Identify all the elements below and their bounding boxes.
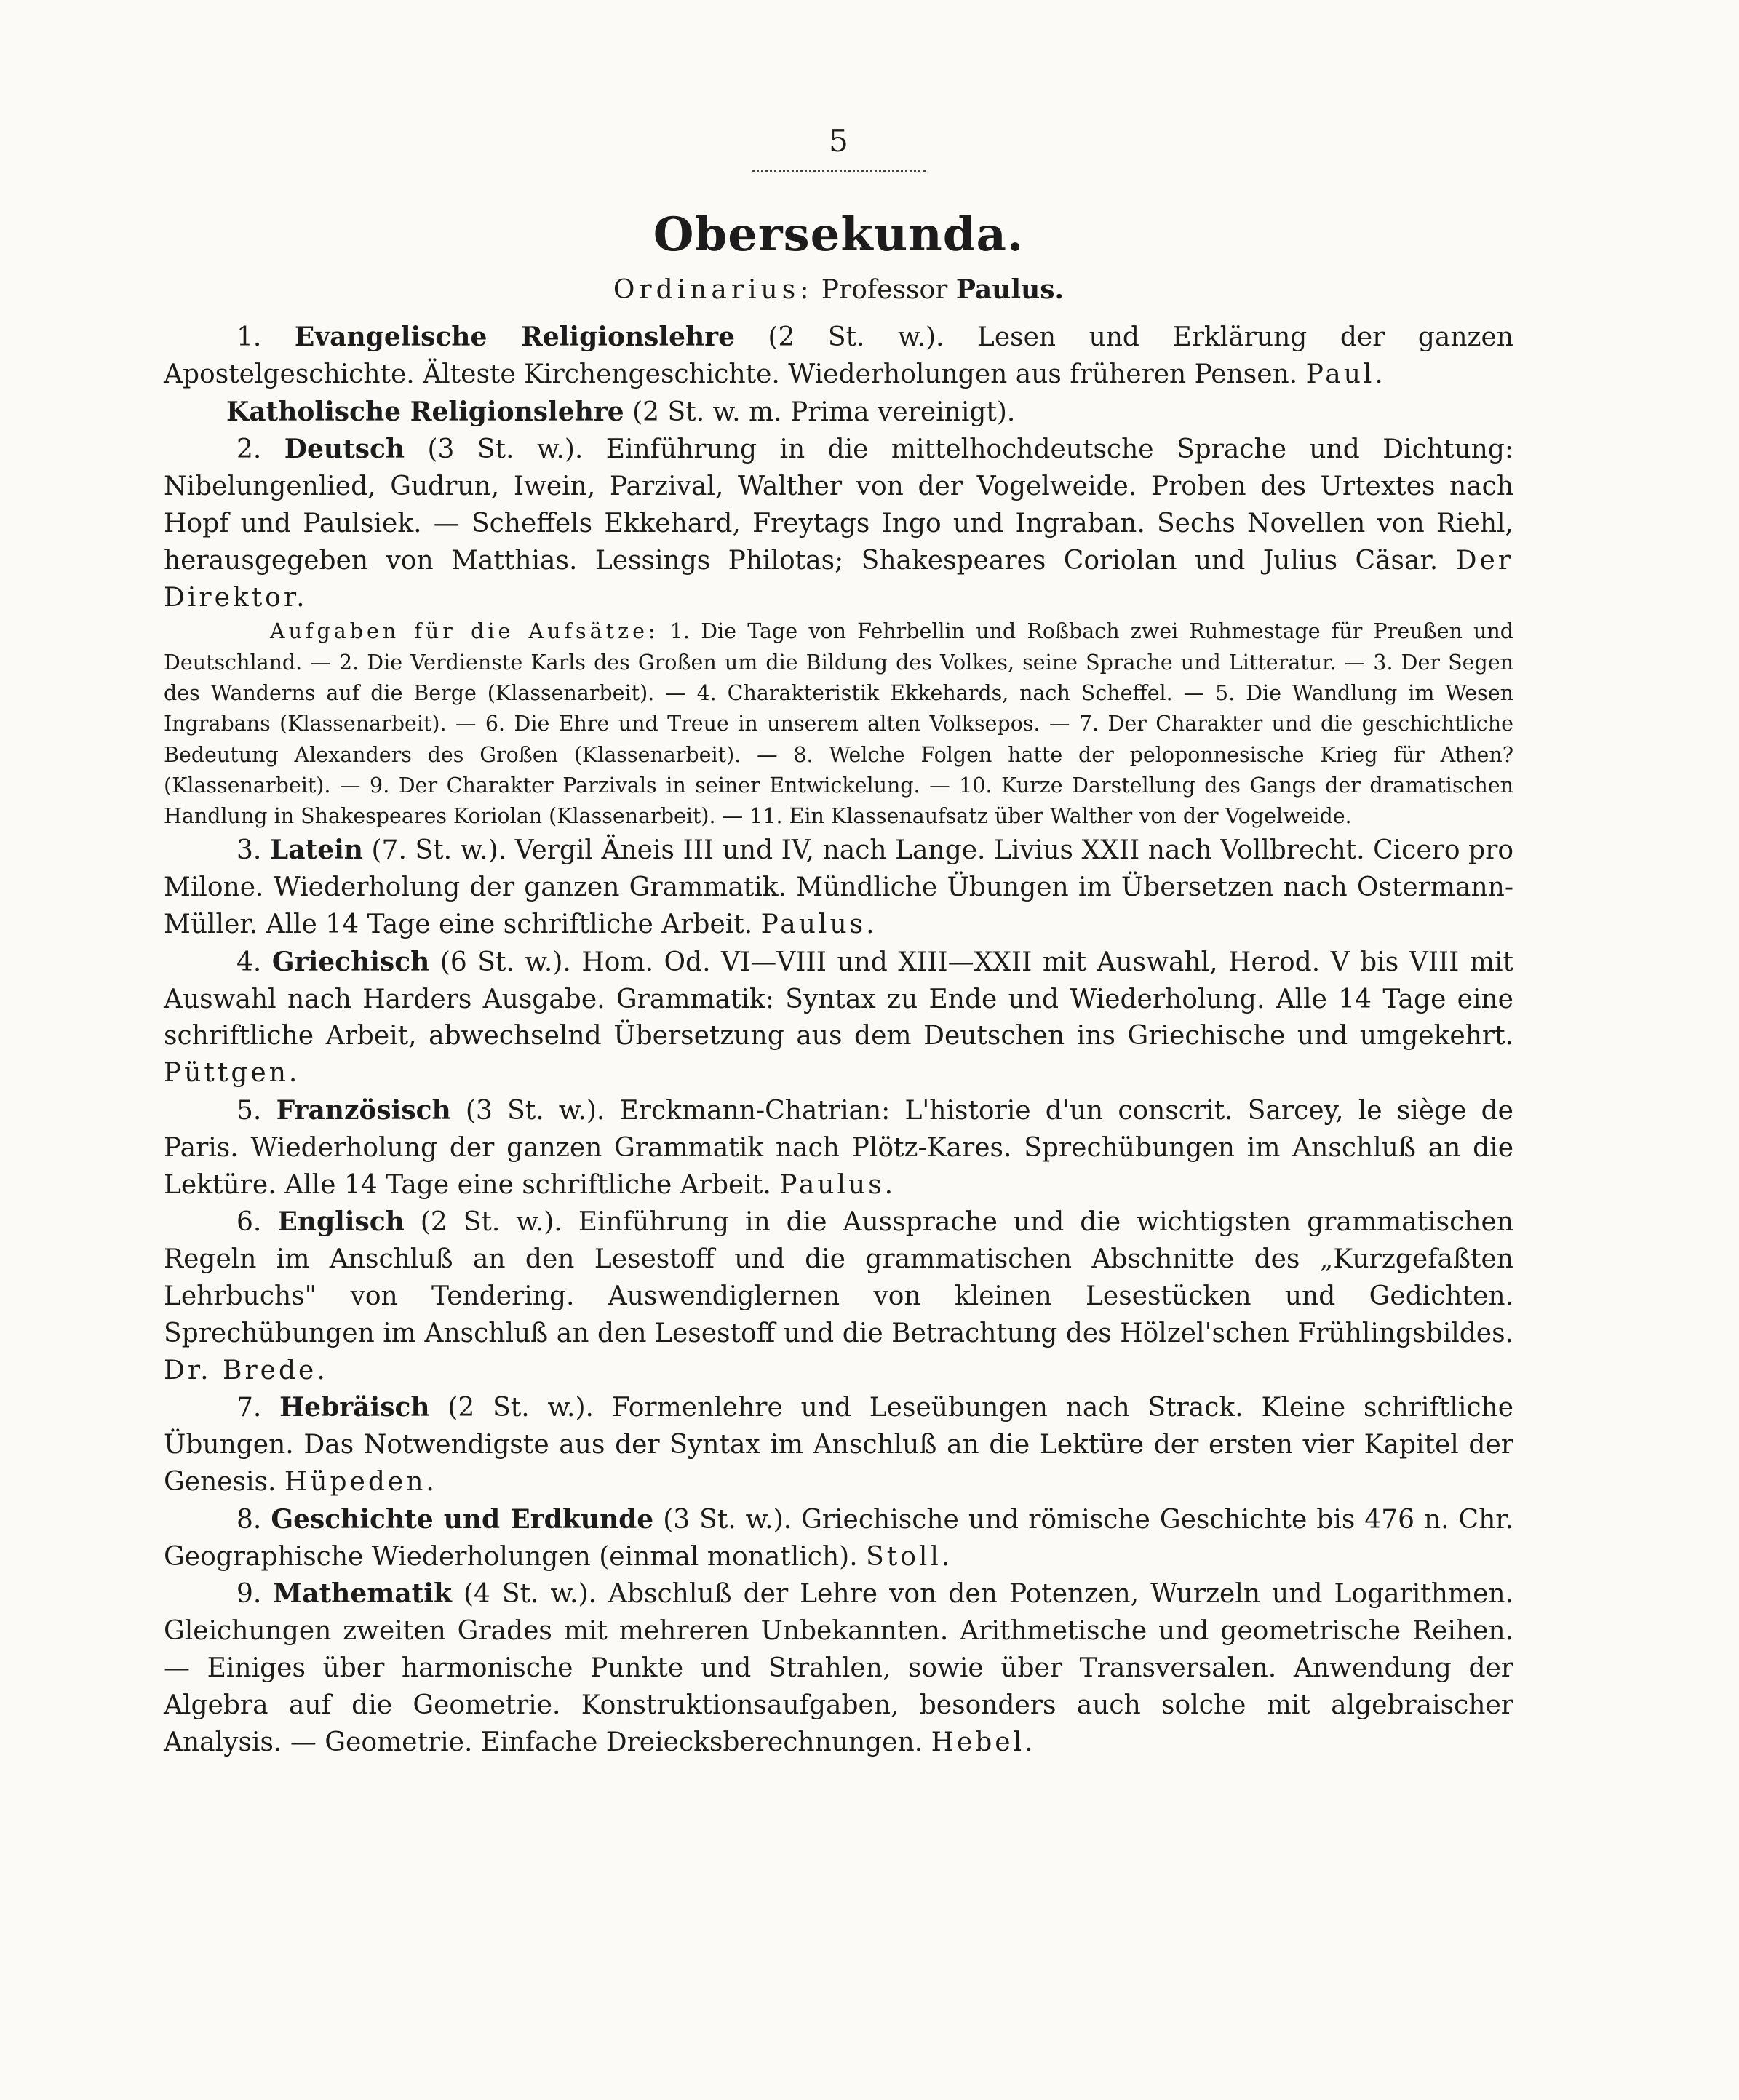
subject-name: Latein xyxy=(269,835,363,866)
curriculum xyxy=(164,319,1513,1761)
subject-geschichte-erdkunde: 8. Geschichte und Erdkunde (3 St. w.). Griechische und römische Geschichte bis 476 n. Chr. Geographische Wiederholungen (einmal monatlich). Stoll. xyxy=(164,1503,1513,1572)
subject-name: Mathematik xyxy=(273,1578,452,1610)
subject-hours: (2 St. w.). xyxy=(447,1393,594,1423)
subject-hours: (3 St. w.). xyxy=(663,1504,792,1535)
subject-text: Griechische und römische Geschichte bis 476 n. Chr. Geographische Wiederholungen (einmal monatlich). xyxy=(164,1504,1513,1572)
subject-franzoesisch: 5. Französisch (3 St. w.). Erckmann-Chatrian: L'historie d'un conscrit. Sarcey, le siège de Paris. Wiederholung der ganzen Grammatik nach Plötz-Kares. Sprechübungen im Anschluß an die Lektüre. Alle 14 Tage eine schriftliche Arbeit. Paulus. xyxy=(164,1095,1513,1200)
subject-mathematik: 9. Mathematik (4 St. w.). Abschluß der Lehre von den Potenzen, Wurzeln und Logarithmen. Gleichungen zweiten Grades mit mehreren Unbekannten. Arithmetische und geometrische Reihen. — Einiges über harmonische Punkte und Strahlen, sowie über Transversalen. Anwendung der Algebra auf die Geometrie. Konstruktionsaufgaben, besonders auch solche mit algebraischer Analysis. — Geometrie. Einfache Dreiecksberechnungen. Hebel. xyxy=(164,1578,1513,1757)
teacher-name: Der Direktor. xyxy=(164,545,1513,613)
subject-name: Hebräisch xyxy=(279,1392,430,1423)
subject-hours: (6 St. w.). xyxy=(439,947,571,977)
teacher-name: Paul. xyxy=(1305,359,1386,389)
subject-name: Geschichte und Erdkunde xyxy=(271,1503,654,1535)
subject-griechisch: 4. Griechisch (6 St. w.). Hom. Od. VI—VIII und XIII—XXII mit Auswahl, Herod. V bis VIII mit Auswahl nach Harders Ausgabe. Grammatik: Syntax zu Ende und Wiederholung. Alle 14 Tage eine schriftliche Arbeit, abwechselnd Übersetzung aus dem Deutschen ins Griechische und umgekehrt. Püttgen. xyxy=(164,946,1513,1089)
essay-topics-text: 1. Die Tage von Fehrbellin und Roßbach zwei Ruhmestage für Preußen und Deutschland. — 2. Die Verdienste Karls des Großen um die Bildung des Volkes, seine Sprache und Litteratur. — 3. Der Segen des Wanderns auf die Berge (Klassenarbeit). — 4. Charakteristik Ekkehards, nach Scheffel. — 5. Die Wandlung im Wesen Ingrabans (Klassenarbeit). — 6. Die Ehre und Treue in unserem alten Volksepos. — 7. Der Charakter und die geschichtliche Bedeutung Alexanders des Großen (Klassenarbeit). — 8. Welche Folgen hatte der peloponnesische Krieg für Athen? (Klassenarbeit). — 9. Der Charakter Parzivals in seiner Entwickelung. — 10. Kurze Darstellung des Gangs der dramatischen Handlung in Shakespeares Koriolan (Klassenarbeit). — 11. Ein Klassenaufsatz über Walther von der Vogelweide. xyxy=(164,619,1513,829)
subject-hours: (2 St. w.). xyxy=(768,322,944,352)
teacher-name: Stoll. xyxy=(866,1541,953,1572)
subject-text: Einführung in die mittelhochdeutsche Sprache und Dichtung: Nibelungenlied, Gudrun, Iwein, Parzival, Walther von der Vogelweide. Proben des Urtextes nach Hopf und Paulsiek. — Scheffels Ekkehard, Freytags Ingo und Ingraban. Sechs Novellen von Riehl, herausgegeben von Matthias. Lessings Philotas; Shakespeares Coriolan und Julius Cäsar. xyxy=(164,434,1513,576)
page-title: Obersekunda. xyxy=(653,207,1024,262)
subject-text: Lesen und Erklärung der ganzen Apostelgeschichte. Älteste Kirchengeschichte. Wiederholungen aus früheren Pensen. xyxy=(164,322,1513,389)
subject-hebraeisch: 7. Hebräisch (2 St. w.). Formenlehre und Leseübungen nach Strack. Kleine schriftliche Übungen. Das Notwendigste aus der Syntax im Anschluß an die Lektüre der ersten vier Kapitel der Genesis. Hüpeden. xyxy=(164,1392,1513,1497)
teacher-name: Hüpeden. xyxy=(284,1467,437,1497)
ordinarius-name: Paulus. xyxy=(955,274,1065,305)
subject-name: Katholische Religionslehre xyxy=(226,396,624,427)
subject-hours: (7. St. w.). xyxy=(371,835,507,866)
ordinarius-label: Ordinarius: xyxy=(613,275,813,305)
subject-text: Hom. Od. VI—VIII und XIII—XXII mit Auswahl, Herod. V bis VIII mit Auswahl nach Harders Ausgabe. Grammatik: Syntax zu Ende und Wiederholung. Alle 14 Tage eine schriftliche Arbeit, abwechselnd Übersetzung aus dem Deutschen ins Griechische und umgekehrt. xyxy=(164,947,1513,1051)
subject-text: Erckmann-Chatrian: L'historie d'un conscrit. Sarcey, le siège de Paris. Wiederholung der ganzen Grammatik nach Plötz-Kares. Sprechübungen im Anschluß an die Lektüre. Alle 14 Tage eine schriftliche Arbeit. xyxy=(164,1096,1513,1200)
subject-religion-evangelisch: 1. Evangelische Religionslehre (2 St. w.). Lesen und Erklärung der ganzen Apostelgeschichte. Älteste Kirchengeschichte. Wiederholungen aus früheren Pensen. Paul. xyxy=(164,322,1513,389)
teacher-name: Paulus. xyxy=(760,910,878,940)
subject-text: Vergil Äneis III und IV, nach Lange. Livius XXII nach Vollbrecht. Cicero pro Milone. Wiederholung der ganzen Grammatik. Mündliche Übungen im Übersetzen nach Ostermann-Müller. Alle 14 Tage eine schriftliche Arbeit. xyxy=(164,835,1513,940)
subject-name: Englisch xyxy=(277,1206,405,1238)
teacher-name: Püttgen. xyxy=(164,1058,301,1089)
subject-latein: 3. Latein (7. St. w.). Vergil Äneis III und IV, nach Lange. Livius XXII nach Vollbrecht. Cicero pro Milone. Wiederholung der ganzen Grammatik. Mündliche Übungen im Übersetzen nach Ostermann-Müller. Alle 14 Tage eine schriftliche Arbeit. Paulus. xyxy=(164,835,1513,940)
subject-name: Evangelische Religionslehre xyxy=(294,322,736,352)
subject-hours: (4 St. w.). xyxy=(463,1579,597,1610)
essay-topics-label: Aufgaben für die Aufsätze: xyxy=(270,619,659,644)
teacher-name: Dr. Brede. xyxy=(164,1355,328,1385)
subject-text: Einführung in die Aussprache und die wichtigsten grammatischen Regeln im Anschluß an den Lesestoff und die grammatischen Abschnitte des „Kurzgefaßten Lehrbuchs" von Tendering. Auswendiglernen von kleinen Lesestücken und Gedichten. Sprechübungen im Anschluß an den Lesestoff und die Betrachtung des Hölzel'schen Frühlingsbildes. xyxy=(164,1207,1513,1348)
essay-topics xyxy=(164,616,1513,832)
ornamental-rule xyxy=(752,163,926,172)
subject-hours: (2 St. w.). xyxy=(420,1207,562,1238)
subject-hours: (2 St. w. m. Prima vereinigt). xyxy=(632,397,1016,427)
subject-name: Deutsch xyxy=(284,434,405,465)
ordinarius-rank: Professor xyxy=(821,275,948,305)
subject-religion-katholisch xyxy=(164,394,1513,431)
subject-name: Griechisch xyxy=(271,946,430,977)
subject-hours: (3 St. w.). xyxy=(427,434,584,465)
subject-deutsch: 2. Deutsch (3 St. w.). Einführung in die mittelhochdeutsche Sprache und Dichtung: Nibelungenlied, Gudrun, Iwein, Parzival, Walther von der Vogelweide. Proben des Urtextes nach Hopf und Paulsiek. — Scheffels Ekkehard, Freytags Ingo und Ingraban. Sechs Novellen von Riehl, herausgegeben von Matthias. Lessings Philotas; Shakespeares Coriolan und Julius Cäsar. Der Direktor. xyxy=(164,434,1513,613)
teacher-name: Hebel. xyxy=(931,1727,1036,1757)
teacher-name: Paulus. xyxy=(779,1169,896,1200)
subject-name: Französisch xyxy=(276,1095,451,1126)
page-number: 5 xyxy=(829,123,848,159)
subject-text: Abschluß der Lehre von den Potenzen, Wurzeln und Logarithmen. Gleichungen zweiten Grades mit mehreren Unbekannten. Arithmetische und geometrische Reihen. — Einiges über harmonische Punkte und Strahlen, sowie über Transversalen. Anwendung der Algebra auf die Geometrie. Konstruktionsaufgaben, besonders auch solche mit algebraischer Analysis. — Geometrie. Einfache Dreiecksberechnungen. xyxy=(164,1579,1513,1757)
ordinarius-line xyxy=(164,273,1513,307)
document-page xyxy=(164,124,1513,1761)
subject-englisch: 6. Englisch (2 St. w.). Einführung in die Aussprache und die wichtigsten grammatischen Regeln im Anschluß an den Lesestoff und die grammatischen Abschnitte des „Kurzgefaßten Lehrbuchs" von Tendering. Auswendiglernen von kleinen Lesestücken und Gedichten. Sprechübungen im Anschluß an den Lesestoff und die Betrachtung des Hölzel'schen Frühlingsbildes. Dr. Brede. xyxy=(164,1206,1513,1385)
subject-text: Formenlehre und Leseübungen nach Strack. Kleine schriftliche Übungen. Das Notwendigste aus der Syntax im Anschluß an die Lektüre der ersten vier Kapitel der Genesis. xyxy=(164,1393,1513,1497)
subject-hours: (3 St. w.). xyxy=(465,1096,605,1126)
